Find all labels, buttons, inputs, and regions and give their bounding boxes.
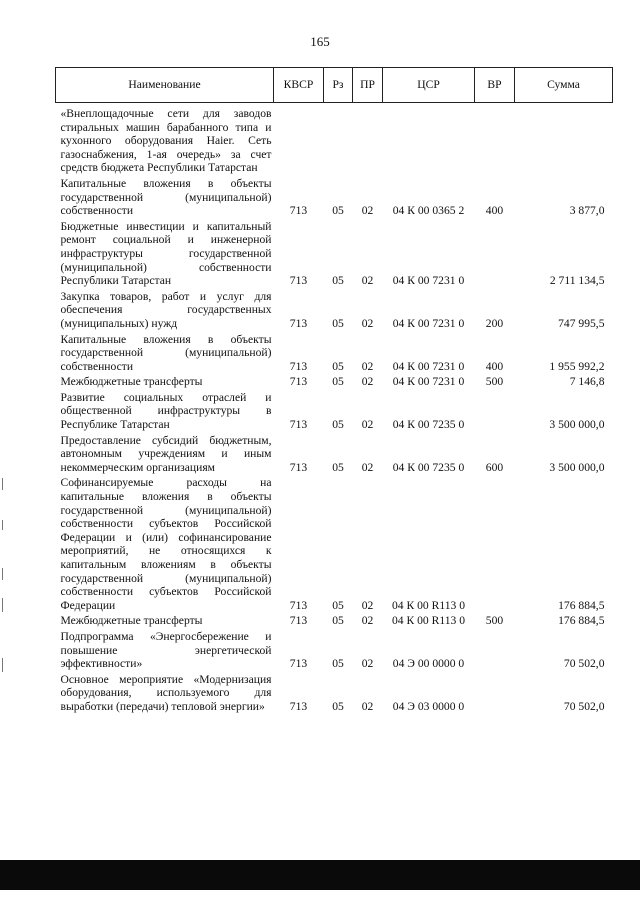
cell-csr: 04 К 00 0365 2 bbox=[392, 204, 465, 218]
cell-sum bbox=[515, 103, 613, 177]
table-row bbox=[56, 673, 613, 716]
cell-rz: 05 bbox=[332, 460, 344, 474]
cell-name: Развитие социальных отраслей и общественной инфраструктуры в Республике Татарстан bbox=[60, 390, 272, 432]
cell-name: Бюджетные инвестиции и капитальный ремонт социальной и инженерной инфраструктуры государственной (муниципальной) собственности Республики Татарстан bbox=[60, 219, 272, 288]
cell-vr bbox=[475, 630, 515, 673]
table-row bbox=[56, 375, 613, 391]
cell-kvsr: 713 bbox=[289, 375, 308, 389]
header-sum: Сумма bbox=[515, 68, 613, 103]
cell-pr: 02 bbox=[361, 204, 374, 218]
cell-kvsr: 713 bbox=[289, 598, 308, 612]
scan-edge-mark bbox=[2, 520, 3, 530]
cell-rz: 05 bbox=[332, 359, 344, 373]
cell-pr: 02 bbox=[361, 614, 374, 628]
cell-kvsr: 713 bbox=[289, 460, 308, 474]
cell-name: «Внеплощадочные сети для заводов стиральных машин барабанного типа и кухонного оборудования Haier. Сеть газоснабжения, 1-ая очередь» за счет средств бюджета Республики Татарстан bbox=[60, 107, 272, 175]
cell-sum: 1 955 992,2 bbox=[549, 359, 605, 373]
cell-vr: 400 bbox=[485, 204, 504, 218]
cell-pr: 02 bbox=[361, 375, 374, 389]
cell-pr: 02 bbox=[361, 460, 374, 474]
header-csr: ЦСР bbox=[383, 68, 475, 103]
scan-edge-mark bbox=[2, 598, 3, 612]
header-pr: ПР bbox=[353, 68, 383, 103]
cell-sum: 747 995,5 bbox=[558, 316, 605, 330]
table-row bbox=[56, 290, 613, 333]
cell-kvsr: 713 bbox=[289, 359, 308, 373]
cell-sum: 3 877,0 bbox=[569, 204, 605, 218]
cell-rz: 05 bbox=[332, 598, 344, 612]
cell-pr: 02 bbox=[361, 699, 374, 713]
cell-sum: 176 884,5 bbox=[558, 598, 605, 612]
cell-vr: 600 bbox=[485, 460, 504, 474]
cell-pr: 02 bbox=[361, 598, 374, 612]
cell-vr: 500 bbox=[485, 375, 504, 389]
cell-vr: 200 bbox=[485, 316, 504, 330]
cell-csr: 04 К 00 7235 0 bbox=[392, 460, 465, 474]
cell-rz: 05 bbox=[332, 418, 344, 432]
scan-edge-mark bbox=[2, 568, 3, 580]
cell-pr: 02 bbox=[361, 274, 374, 288]
cell-vr bbox=[475, 220, 515, 290]
cell-name: Подпрограмма «Энергосбережение и повышение энергетической эффективности» bbox=[60, 629, 272, 671]
cell-pr: 02 bbox=[361, 418, 374, 432]
cell-sum: 2 711 134,5 bbox=[549, 274, 605, 288]
page-number: 165 bbox=[310, 34, 330, 49]
cell-csr: 04 К 00 7231 0 bbox=[392, 359, 465, 373]
cell-csr: 04 К 00 7231 0 bbox=[392, 274, 465, 288]
cell-rz: 05 bbox=[332, 316, 344, 330]
cell-rz: 05 bbox=[332, 375, 344, 389]
cell-sum: 176 884,5 bbox=[558, 614, 605, 628]
cell-kvsr: 713 bbox=[289, 204, 308, 218]
cell-rz: 05 bbox=[332, 274, 344, 288]
scan-edge-mark bbox=[2, 658, 3, 672]
header-kvsr: КВСР bbox=[274, 68, 324, 103]
cell-kvsr: 713 bbox=[289, 614, 308, 628]
cell-vr bbox=[475, 391, 515, 434]
table-row bbox=[56, 434, 613, 477]
cell-pr: 02 bbox=[361, 657, 374, 671]
cell-name: Закупка товаров, работ и услуг для обеспечения государственных (муниципальных) нужд bbox=[60, 289, 272, 330]
header-rz: Рз bbox=[324, 68, 353, 103]
cell-rz: 05 bbox=[332, 204, 344, 218]
cell-csr: 04 К 00 7231 0 bbox=[392, 316, 465, 330]
cell-vr: 400 bbox=[485, 359, 504, 373]
header-name: Наименование bbox=[56, 68, 274, 103]
cell-kvsr: 713 bbox=[289, 316, 308, 330]
header-vr: ВР bbox=[475, 68, 515, 103]
cell-vr bbox=[475, 103, 515, 177]
cell-vr: 500 bbox=[485, 614, 504, 628]
cell-name: Капитальные вложения в объекты государственной (муниципальной) собственности bbox=[60, 332, 272, 373]
scan-bottom-bar bbox=[0, 860, 640, 890]
cell-name: Софинансируемые расходы на капитальные вложения в объекты государственной (муниципальной) собственности субъектов Российской Федерации и (или) софинансирование мероприятий, не относящихся к капитальным вложениям в объекты государственной (муниципальной) собственности субъектов Российской Федерации bbox=[60, 476, 272, 612]
scan-edge-mark bbox=[2, 478, 3, 490]
cell-kvsr: 713 bbox=[289, 274, 308, 288]
cell-vr bbox=[475, 673, 515, 716]
cell-pr bbox=[353, 103, 383, 177]
cell-pr: 02 bbox=[361, 316, 374, 330]
cell-csr: 04 К 00 R113 0 bbox=[391, 614, 465, 628]
table-row bbox=[56, 391, 613, 434]
cell-name: Межбюджетные трансферты bbox=[60, 614, 203, 628]
cell-rz: 05 bbox=[332, 699, 344, 713]
table-row bbox=[56, 177, 613, 220]
cell-vr bbox=[475, 476, 515, 614]
cell-kvsr bbox=[274, 103, 324, 177]
cell-rz: 05 bbox=[332, 657, 344, 671]
budget-table bbox=[55, 67, 613, 716]
cell-csr bbox=[383, 103, 475, 177]
table-body bbox=[56, 103, 613, 716]
table-row bbox=[56, 476, 613, 614]
table-row bbox=[56, 614, 613, 630]
cell-sum: 7 146,8 bbox=[569, 375, 605, 389]
cell-pr: 02 bbox=[361, 359, 374, 373]
cell-name: Предоставление субсидий бюджетным, автономным учреждениям и иным некоммерческим организациям bbox=[60, 433, 272, 474]
cell-csr: 04 К 00 R113 0 bbox=[391, 598, 465, 612]
cell-kvsr: 713 bbox=[289, 418, 308, 432]
table-row bbox=[56, 103, 613, 177]
cell-csr: 04 Э 03 0000 0 bbox=[392, 699, 465, 713]
header-row bbox=[56, 68, 613, 103]
cell-name: Межбюджетные трансферты bbox=[60, 375, 203, 389]
cell-csr: 04 К 00 7231 0 bbox=[392, 375, 465, 389]
table-row bbox=[56, 220, 613, 290]
cell-kvsr: 713 bbox=[289, 657, 308, 671]
cell-sum: 3 500 000,0 bbox=[549, 418, 605, 432]
cell-name: Основное мероприятие «Модернизация оборудования, используемого для выработки (передачи) тепловой энергии» bbox=[60, 672, 272, 713]
cell-kvsr: 713 bbox=[289, 699, 308, 713]
cell-sum: 70 502,0 bbox=[563, 657, 605, 671]
cell-sum: 3 500 000,0 bbox=[549, 460, 605, 474]
cell-name: Капитальные вложения в объекты государственной (муниципальной) собственности bbox=[60, 176, 272, 218]
table-row bbox=[56, 333, 613, 376]
cell-csr: 04 К 00 7235 0 bbox=[392, 418, 465, 432]
cell-rz bbox=[324, 103, 353, 177]
cell-rz: 05 bbox=[332, 614, 344, 628]
table-row bbox=[56, 630, 613, 673]
cell-sum: 70 502,0 bbox=[563, 699, 605, 713]
cell-csr: 04 Э 00 0000 0 bbox=[392, 657, 465, 671]
